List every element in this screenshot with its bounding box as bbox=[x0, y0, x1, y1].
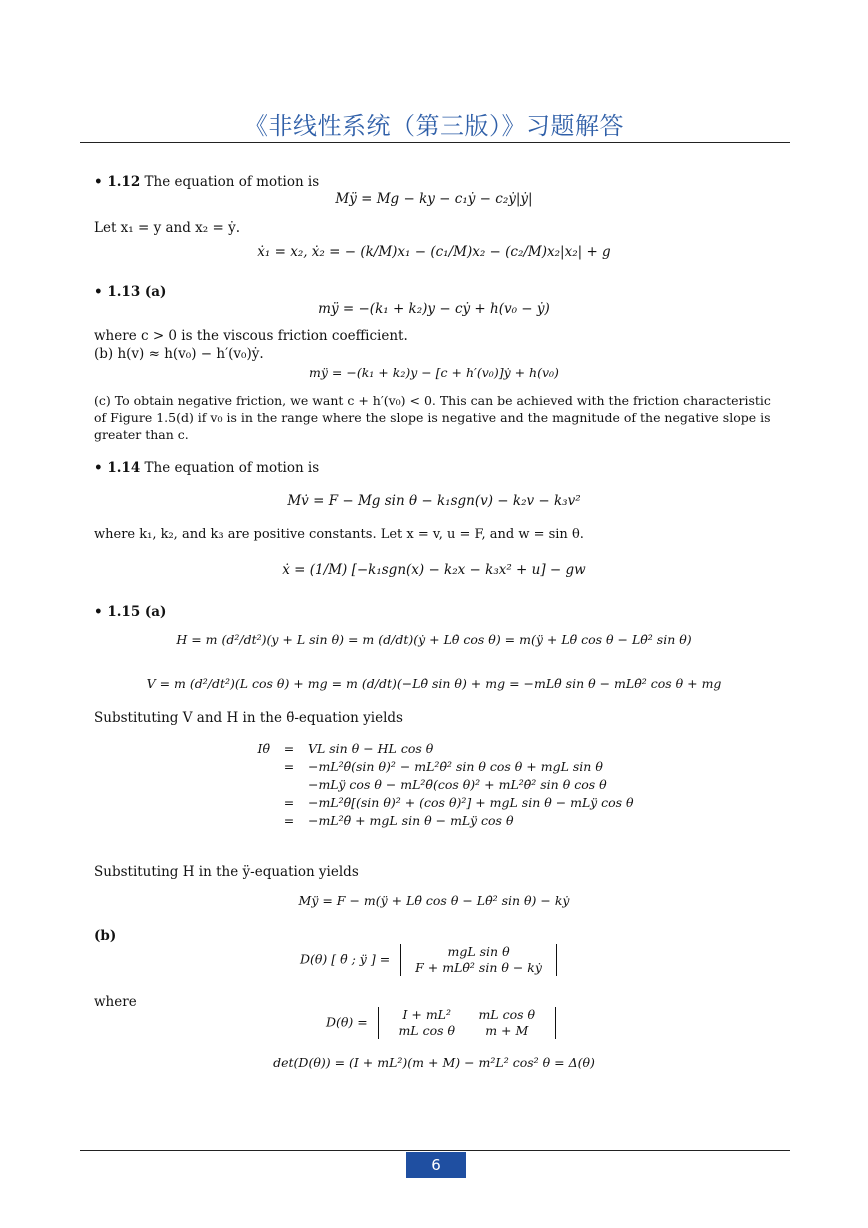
section-1-15-where: where bbox=[94, 994, 137, 1010]
Dmatrix-body bbox=[378, 1007, 556, 1039]
rhs-vector-entry-1: mgL sin θ bbox=[447, 944, 510, 959]
equation-1-15-D bbox=[300, 944, 557, 976]
section-1-13-c-line2: of Figure 1.5(d) if v₀ is in the range where the slope is negative and the magnitude of the negative slope is bbox=[94, 410, 771, 425]
equation-1-12-motion: Mÿ = Mg − ky − c₁ẏ − c₂ẏ|ẏ| bbox=[335, 191, 533, 207]
section-1-13-heading: • 1.13 (a) bbox=[94, 284, 167, 300]
Dmatrix-r1c1: I + mL² bbox=[402, 1007, 451, 1022]
eq-array-rhs: −mL²θ̈ + mgL sin θ − mLÿ cos θ bbox=[307, 813, 514, 828]
equation-1-13-linearized: mÿ = −(k₁ + k₂)y − [c + h′(v₀)]ẏ + h(v₀) bbox=[309, 365, 559, 380]
eq-array-row bbox=[240, 813, 634, 831]
section-1-13-where: where c > 0 is the viscous friction coefficient. bbox=[94, 328, 408, 344]
eq-array-rel: = bbox=[283, 795, 295, 810]
equation-1-13-motion: mÿ = −(k₁ + k₂)y − cẏ + h(v₀ − ẏ) bbox=[318, 301, 550, 317]
section-1-13-c-line3: greater than c. bbox=[94, 427, 189, 442]
section-1-13-c-line1: (c) To obtain negative friction, we want c + h′(v₀) < 0. This can be achieved with the friction characteristic bbox=[94, 393, 771, 408]
equation-1-15-D-left: D(θ) [ θ̈ ; ÿ ] = bbox=[300, 951, 391, 967]
Dmatrix-r2c1: mL cos θ bbox=[398, 1023, 456, 1038]
section-1-15-subV: Substituting V and H in the θ̈-equation yields bbox=[94, 710, 403, 726]
section-1-12-intro bbox=[94, 174, 319, 190]
section-1-13-c bbox=[94, 392, 794, 443]
rhs-vector bbox=[400, 944, 557, 976]
eq-array-row bbox=[240, 741, 634, 759]
section-1-15-b-label: (b) bbox=[94, 928, 117, 944]
section-1-14-heading: • 1.14 bbox=[94, 460, 141, 476]
eq-array-row bbox=[240, 795, 634, 813]
header-rule bbox=[80, 142, 790, 143]
footer-rule bbox=[80, 1150, 790, 1151]
equation-1-14-motion: Mv̇ = F − Mg sin θ − k₁sgn(v) − k₂v − k₃v² bbox=[287, 493, 581, 509]
eq-array-rhs: VL sin θ − HL cos θ bbox=[307, 741, 434, 756]
eq-array-rhs: −mLÿ cos θ − mL²θ̈(cos θ)² + mL²θ̇² sin θ cos θ bbox=[307, 777, 607, 792]
section-1-12-intro-text: The equation of motion is bbox=[144, 174, 320, 190]
eq-array-rel: = bbox=[283, 759, 295, 774]
rhs-vector-entry-2: F + mLθ̇² sin θ − kẏ bbox=[415, 960, 542, 975]
page-number: 6 bbox=[406, 1152, 466, 1178]
Dmatrix-r2c2: m + M bbox=[485, 1023, 529, 1038]
equation-1-15-det: det(D(θ)) = (I + mL²)(m + M) − m²L² cos² θ = Δ(θ) bbox=[273, 1055, 595, 1070]
Dmatrix-row-2 bbox=[387, 1023, 547, 1039]
section-1-15-heading: • 1.15 (a) bbox=[94, 604, 167, 620]
Dmatrix-row-1 bbox=[387, 1007, 547, 1023]
page-header-title: 《非线性系统（第三版）》习题解答 bbox=[244, 112, 624, 140]
equation-1-14-state: ẋ = (1/M) [−k₁sgn(x) − k₂x − k₃x² + u] − gw bbox=[282, 562, 586, 578]
section-1-14-intro-text: The equation of motion is bbox=[144, 460, 320, 476]
Dmatrix-r1c2: mL cos θ bbox=[478, 1007, 536, 1022]
equation-1-15-Dmatrix bbox=[326, 1007, 556, 1039]
section-1-15-subH: Substituting H in the ÿ-equation yields bbox=[94, 864, 359, 880]
equation-array-theta bbox=[240, 741, 634, 831]
eq-array-rhs: −mL²θ̈(sin θ)² − mL²θ̇² sin θ cos θ + mgL sin θ bbox=[307, 759, 603, 774]
equation-1-15-V: V = m (d²/dt²)(L cos θ) + mg = m (d/dt)(−Lθ̇ sin θ) + mg = −mLθ̈ sin θ − mLθ̇² cos θ + mg bbox=[146, 676, 722, 691]
eq-array-lhs: Iθ̈ bbox=[257, 741, 270, 756]
equation-1-15-H: H = m (d²/dt²)(y + L sin θ) = m (d/dt)(ẏ + Lθ̇ cos θ) = m(ÿ + Lθ̈ cos θ − Lθ̇² sin θ) bbox=[176, 632, 692, 647]
section-1-12-let: Let x₁ = y and x₂ = ẏ. bbox=[94, 220, 241, 236]
eq-array-rel: = bbox=[283, 813, 295, 828]
equation-1-12-state: ẋ₁ = x₂, ẋ₂ = − (k/M)x₁ − (c₁/M)x₂ − (c₂/M)x₂|x₂| + g bbox=[257, 244, 611, 260]
eq-array-row bbox=[240, 759, 634, 777]
section-1-14-intro bbox=[94, 460, 319, 476]
equation-1-15-y: Mÿ = F − m(ÿ + Lθ̈ cos θ − Lθ̇² sin θ) − kẏ bbox=[298, 893, 570, 908]
eq-array-row bbox=[240, 777, 634, 795]
eq-array-rel: = bbox=[283, 741, 295, 756]
section-1-13-b: (b) h(v) ≈ h(v₀) − h′(v₀)ẏ. bbox=[94, 346, 264, 362]
section-1-14-where: where k₁, k₂, and k₃ are positive constants. Let x = v, u = F, and w = sin θ. bbox=[94, 527, 584, 542]
eq-array-rhs: −mL²θ̈[(sin θ)² + (cos θ)²] + mgL sin θ − mLÿ cos θ bbox=[307, 795, 634, 810]
Dmatrix-label: D(θ) = bbox=[326, 1014, 368, 1030]
section-1-12-heading: • 1.12 bbox=[94, 174, 141, 190]
